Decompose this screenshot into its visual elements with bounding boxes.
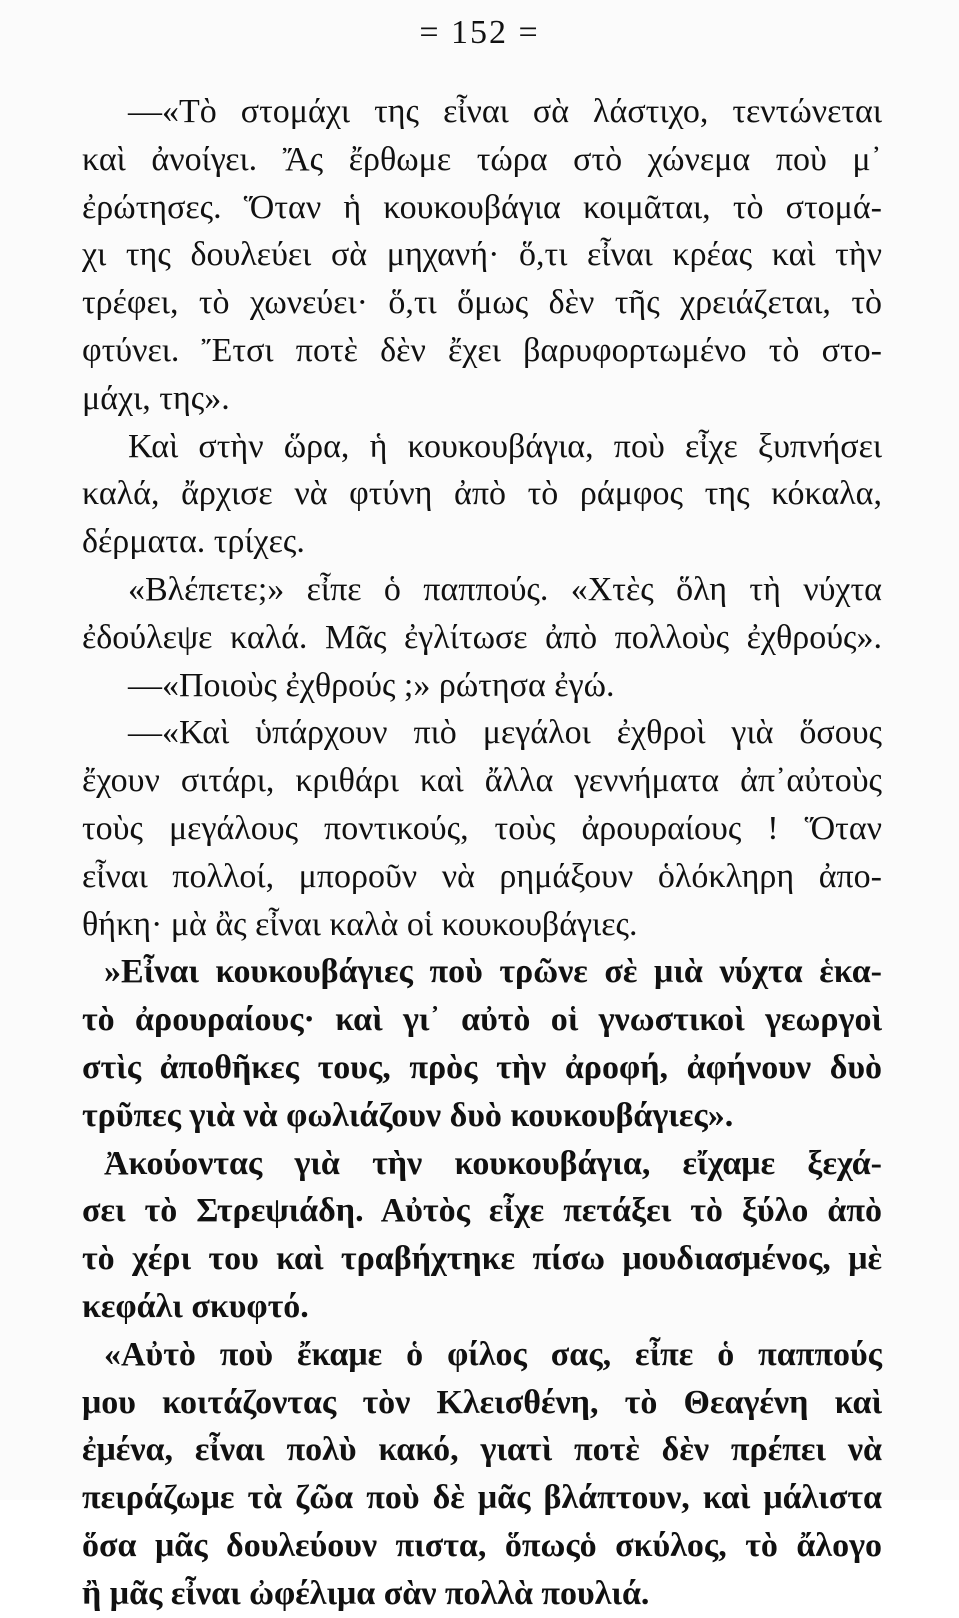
text-line: ἔχουν σιτάρι, κριθάρι καὶ ἄλλα γεννήματα ἀπ᾽αὐτοὺς — [82, 762, 882, 800]
page-number: = 152 = — [419, 14, 540, 51]
text-line: στὶς ἀποθῆκες τους, πρὸς τὴν ἀροφή, ἀφήνουν δυὸ — [82, 1048, 882, 1086]
text-line: κεφάλι σκυφτό. — [82, 1287, 309, 1325]
text-line: Ἀκούοντας γιὰ τὴν κουκουβάγια, εἴχαμε ξεχά- — [104, 1144, 882, 1182]
text-line: εἶναι πολλοί, μποροῦν νὰ ρημάξουν ὁλόκληρη ἀπο- — [82, 857, 882, 895]
text-line: ἐμένα, εἶναι πολὺ κακό, γιατὶ ποτὲ δὲν πρέπει νὰ — [82, 1431, 882, 1469]
text-line: τὸ ἀρουραίους· καὶ γι᾽ αὐτὸ οἱ γνωστικοὶ γεωργοὶ — [82, 1001, 882, 1039]
text-line: ἐδούλεψε καλά. Μᾶς ἐγλίτωσε ἀπὸ πολλοὺς ἐχθρούς». — [82, 618, 882, 656]
text-line: καλά, ἄρχισε νὰ φτύνη ἀπὸ τὸ ράμφος της κόκαλα, — [82, 475, 882, 513]
text-line: ἢ μᾶς εἶναι ὠφέλιμα σὰν πολλὰ πουλιά. — [82, 1574, 650, 1612]
text-line: «Αὐτὸ ποὺ ἔκαμε ὁ φίλος σας, εἶπε ὁ παππούς — [104, 1335, 882, 1373]
text-line: χι της δουλεύει σὰ μηχανή· ὅ,τι εἶναι κρέας καὶ τὴν — [82, 236, 882, 274]
text-line: τὸ χέρι του καὶ τραβήχτηκε πίσω μουδιασμένος, μὲ — [82, 1240, 882, 1278]
text-line: σει τὸ Στρεψιάδη. Αὐτὸς εἶχε πετάξει τὸ ξύλο ἀπὸ — [82, 1192, 882, 1230]
text-line: δέρματα. τρίχες. — [82, 523, 305, 561]
text-line: «Βλέπετε;» εἶπε ὁ παππούς. «Χτὲς ὅλη τὴ νύχτα — [128, 570, 882, 608]
text-line: —«Τὸ στομάχι της εἶναι σὰ λάστιχο, τεντώνεται — [128, 93, 882, 130]
text-line: τοὺς μεγάλους ποντικούς, τοὺς ἀρουραίους ! Ὅταν — [82, 809, 882, 847]
text-line: τρῦπες γιὰ νὰ φωλιάζουν δυὸ κουκουβάγιες». — [82, 1096, 734, 1134]
text-line: »Εἶναι κουκουβάγιες ποὺ τρῶνε σὲ μιὰ νύχτα ἑκα- — [104, 953, 882, 991]
text-line: πειράζωμε τὰ ζῶα ποὺ δὲ μᾶς βλάπτουν, καὶ μάλιστα — [82, 1479, 882, 1517]
text-line: ὅσα μᾶς δουλεύουν πιστα, ὅπωςὁ σκύλος, τὸ ἄλογο — [82, 1526, 882, 1564]
text-line: τρέφει, τὸ χωνεύει· ὅ,τι ὅμως δὲν τῆς χρειάζεται, τὸ — [82, 284, 882, 322]
text-line: θήκη· μὰ ἂς εἶναι καλὰ οἱ κουκουβάγιες. — [82, 905, 638, 943]
text-line: μου κοιτάζοντας τὸν Κλεισθένη, τὸ Θεαγένη καὶ — [82, 1383, 882, 1421]
text-line: —«Καὶ ὑπάρχουν πιὸ μεγάλοι ἐχθροὶ γιὰ ὅσους — [128, 714, 882, 752]
text-line: μάχι, της». — [82, 379, 230, 417]
text-line: φτύνει. Ἔτσι ποτὲ δὲν ἔχει βαρυφορτωμένο τὸ στο- — [82, 331, 882, 369]
text-line: καὶ ἀνοίγει. Ἄς ἔρθωμε τώρα στὸ χώνεμα ποὺ μ᾽ — [82, 140, 882, 178]
text-line: Καὶ στὴν ὥρα, ἡ κουκουβάγια, ποὺ εἶχε ξυπνήσει — [128, 427, 882, 465]
text-line: ἐρώτησες. Ὅταν ἡ κουκουβάγια κοιμᾶται, τὸ στομά- — [82, 188, 882, 226]
text-line: —«Ποιοὺς ἐχθρούς ;» ρώτησα ἐγώ. — [128, 666, 615, 704]
body-text — [82, 88, 882, 1618]
